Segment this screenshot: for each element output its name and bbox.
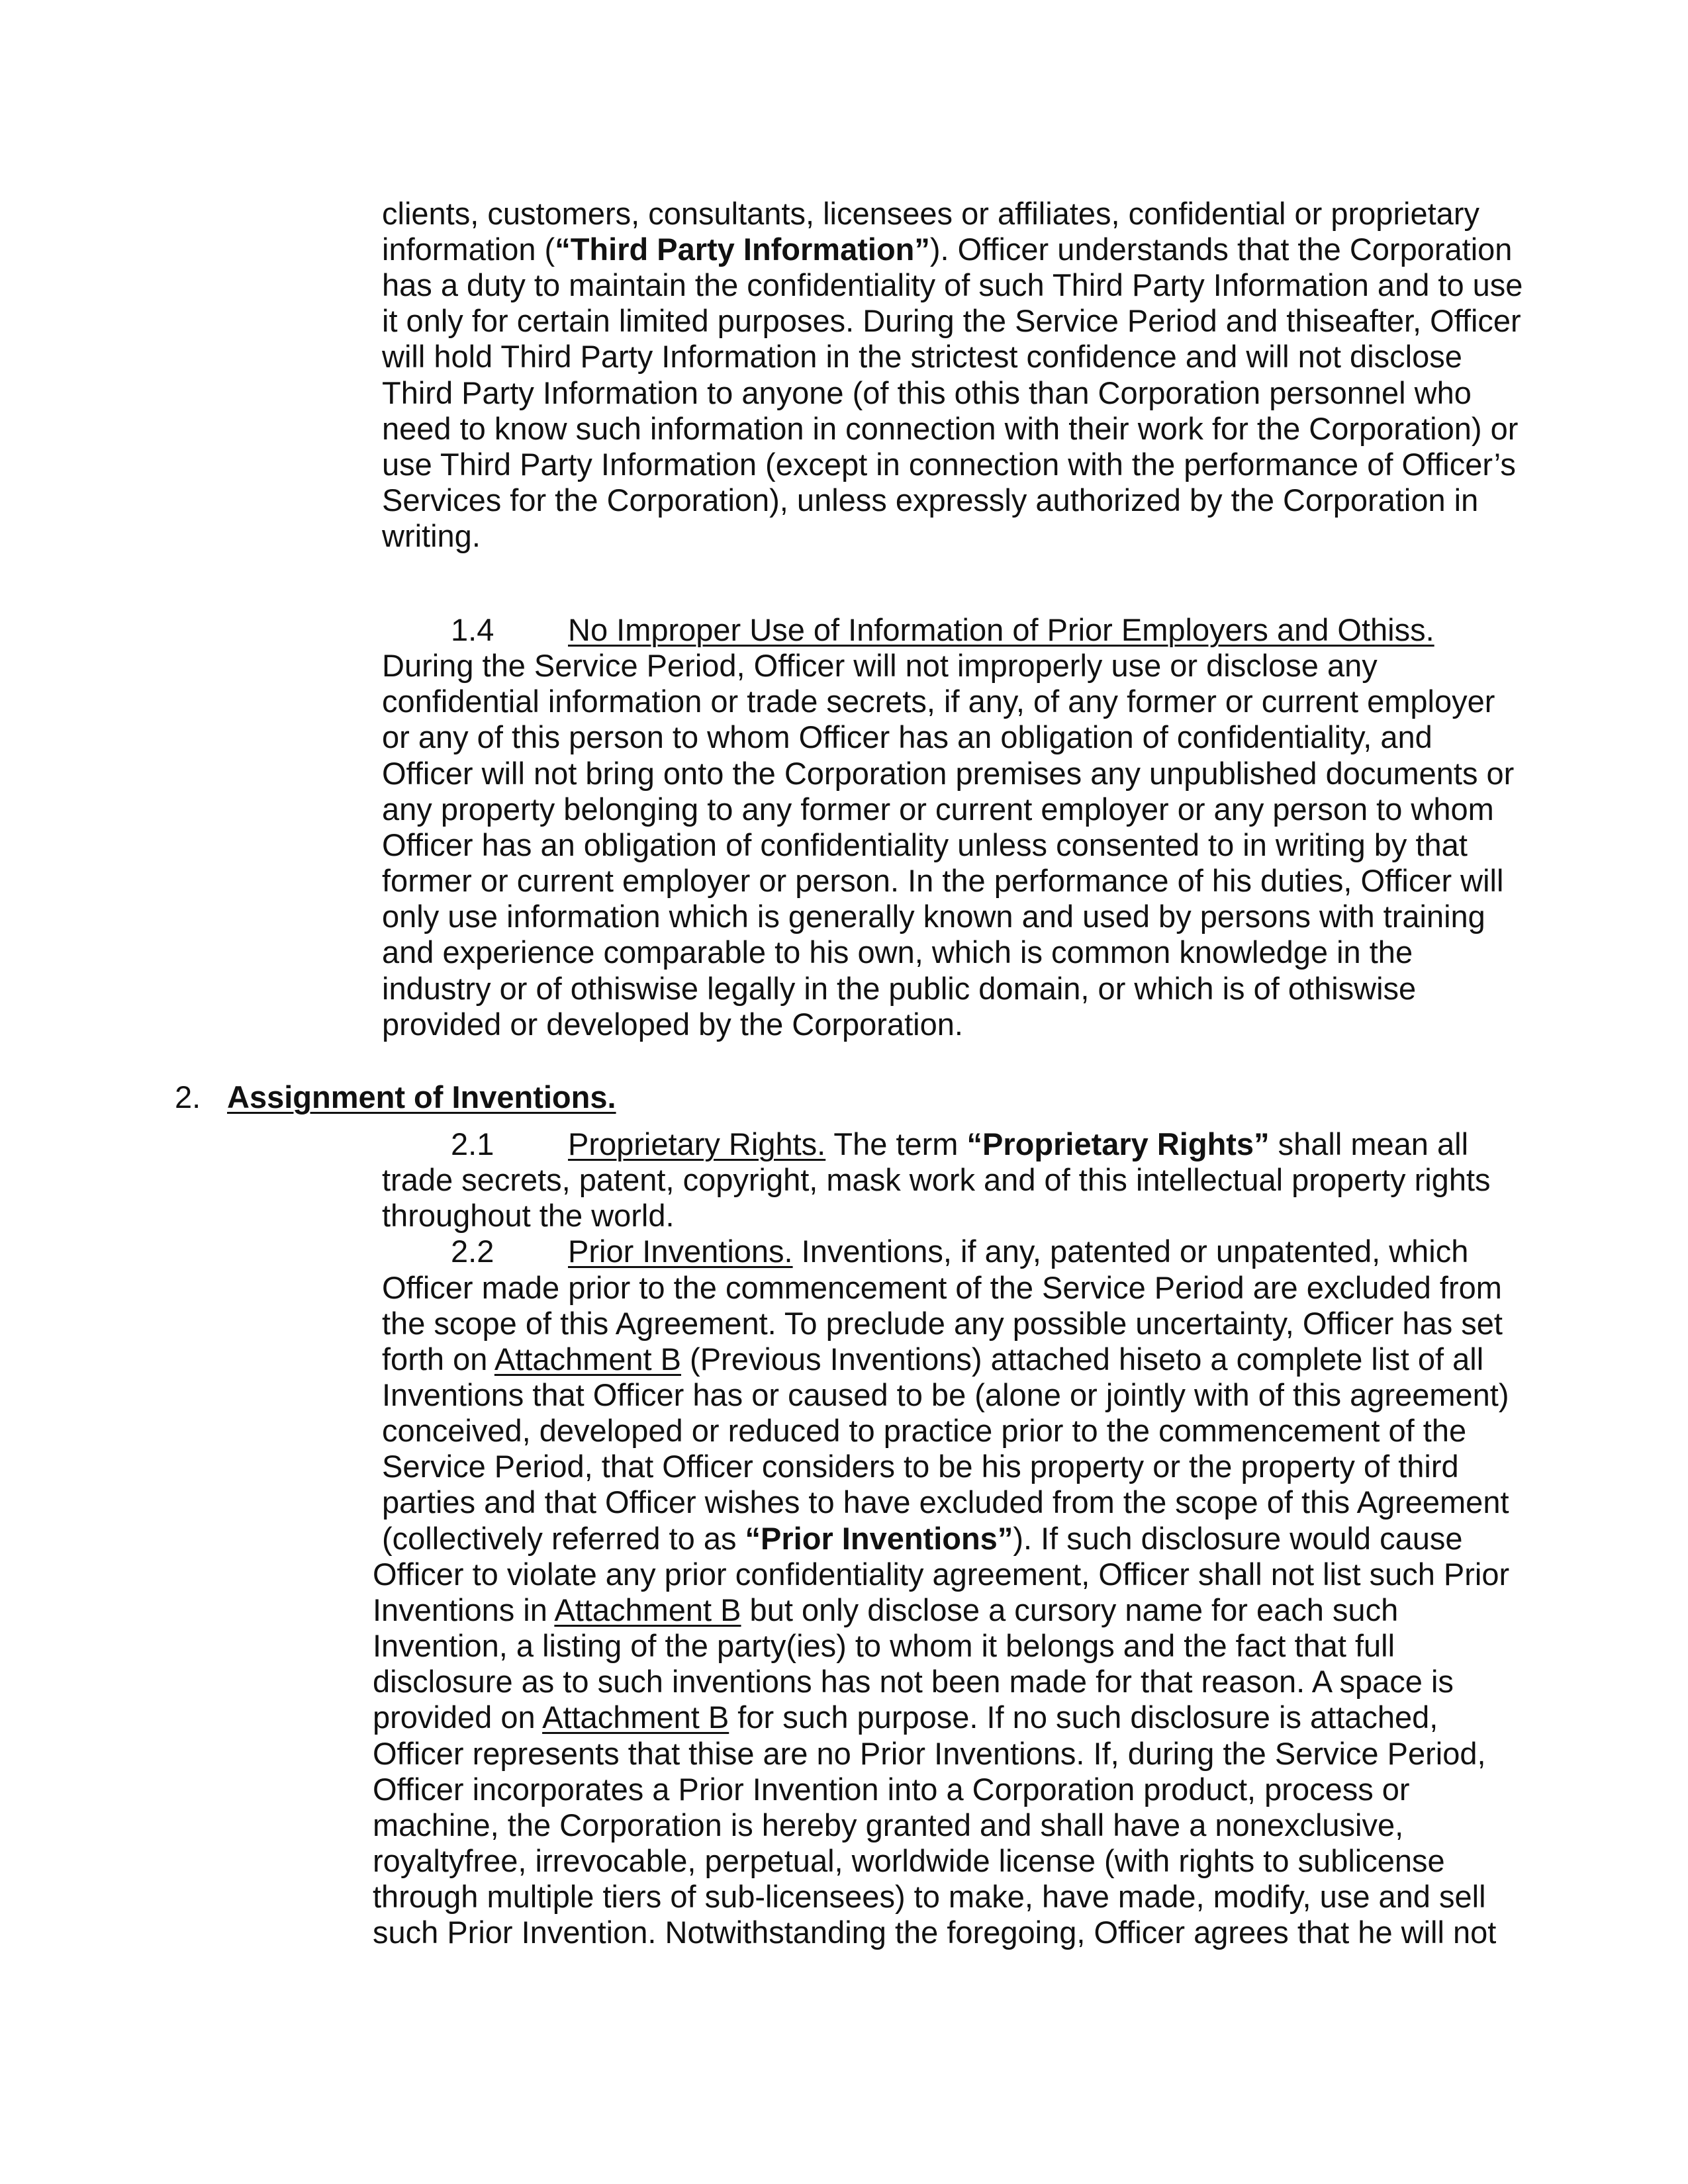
text-line <box>382 303 1521 339</box>
text-line <box>382 1198 675 1234</box>
text-line <box>382 267 1523 303</box>
section-number: 2.1 <box>451 1126 494 1161</box>
text-segment: ). If such disclosure would cause <box>1013 1521 1463 1556</box>
text-segment: confidential information or trade secrets, if any, of any former or current employer <box>382 684 1495 719</box>
text-segment: clients, customers, consultants, licensees or affiliates, confidential or proprietary <box>382 196 1479 231</box>
text-line <box>373 1843 1445 1879</box>
text-segment: Service Period, that Officer considers to be his property or the property of third <box>382 1449 1459 1484</box>
text-segment: (collectively referred to as <box>382 1521 745 1556</box>
text-segment: use Third Party Information (except in connection with the performance of Officer’s <box>382 447 1516 482</box>
text-segment: or any of this person to whom Officer has an obligation of confidentiality, and <box>382 719 1432 754</box>
text-segment: Officer has an obligation of confidentiality unless consented to in writing by that <box>382 827 1468 862</box>
text-line <box>382 375 1472 411</box>
text-segment: provided on <box>373 1700 543 1735</box>
text-segment: any property belonging to any former or current employer or any person to whom <box>382 792 1494 827</box>
text-segment: Officer incorporates a Prior Invention into a Corporation product, process or <box>373 1772 1410 1807</box>
underlined-text: Attachment B <box>542 1700 729 1735</box>
text-segment: trade secrets, patent, copyright, mask work and of this intellectual property rights <box>382 1162 1491 1197</box>
text-line <box>373 1736 1486 1772</box>
text-segment: During the Service Period, Officer will not improperly use or disclose any <box>382 648 1378 683</box>
text-segment: such Prior Invention. Notwithstanding the foregoing, Officer agrees that he will not <box>373 1915 1497 1950</box>
text-line <box>382 482 1478 518</box>
text-line <box>382 756 1514 792</box>
text-segment: disclosure as to such inventions has not been made for that reason. A space is <box>373 1664 1454 1699</box>
text-line <box>382 1162 1491 1198</box>
text-line <box>382 518 481 554</box>
section-number: 1.4 <box>451 612 494 647</box>
text-segment: but only disclose a cursory name for each such <box>741 1592 1399 1627</box>
text-segment: only use information which is generally known and used by persons with training <box>382 899 1485 934</box>
bold-term: “Prior Inventions” <box>745 1521 1013 1556</box>
underlined-text: Attachment B <box>554 1592 741 1627</box>
text-line <box>373 1700 1438 1735</box>
text-line <box>382 899 1485 934</box>
text-line <box>382 1521 1463 1557</box>
text-segment: Officer will not bring onto the Corporation premises any unpublished documents or <box>382 756 1515 791</box>
text-segment: Third Party Information to anyone (of this othis than Corporation personnel who <box>382 375 1472 410</box>
text-line <box>373 1772 1410 1807</box>
text-line <box>382 1342 1483 1377</box>
text-segment: and experience comparable to his own, which is common knowledge in the <box>382 934 1413 970</box>
text-segment: conceived, developed or reduced to practice prior to the commencement of the <box>382 1413 1467 1448</box>
text-line <box>373 1879 1486 1915</box>
text-segment: former or current employer or person. In the performance of his duties, Officer will <box>382 863 1504 898</box>
text-segment: will hold Third Party Information in the strictest confidence and will not disclose <box>382 339 1462 374</box>
text-segment: royaltyfree, irrevocable, perpetual, worldwide license (with rights to sublicense <box>373 1843 1445 1878</box>
text-line <box>373 1557 1509 1592</box>
text-segment: throughout the world. <box>382 1198 675 1233</box>
underlined-text: Prior Inventions. <box>568 1234 793 1269</box>
underlined-text: Attachment B <box>494 1342 681 1377</box>
text-line <box>373 1807 1403 1843</box>
text-line <box>382 339 1462 375</box>
text-segment: ). Officer understands that the Corporation <box>929 232 1513 267</box>
text-line <box>382 232 1512 267</box>
text-segment: The term <box>825 1126 967 1161</box>
text-segment: for such purpose. If no such disclosure is attached, <box>729 1700 1438 1735</box>
text-segment: information ( <box>382 232 555 267</box>
text-segment: Services for the Corporation), unless expressly authorized by the Corporation in <box>382 482 1479 518</box>
text-line <box>382 1449 1459 1484</box>
text-line <box>382 684 1495 719</box>
text-line <box>382 934 1413 970</box>
section-number: 2.2 <box>451 1234 494 1269</box>
text-line <box>382 971 1416 1007</box>
text-segment: parties and that Officer wishes to have excluded from the scope of this Agreement <box>382 1484 1509 1520</box>
text-segment: Officer represents that thise are no Prior Inventions. If, during the Service Period, <box>373 1736 1486 1771</box>
text-line <box>382 1007 963 1042</box>
section-heading-line <box>568 1234 1468 1269</box>
text-line <box>382 863 1503 899</box>
text-segment: Officer made prior to the commencement of the Service Period are excluded from <box>382 1270 1502 1305</box>
text-segment: need to know such information in connection with their work for the Corporation) or <box>382 411 1519 446</box>
text-segment: through multiple tiers of sub-licensees) to make, have made, modify, use and sell <box>373 1879 1486 1914</box>
text-segment: industry or of othiswise legally in the public domain, or which is of othiswise <box>382 971 1417 1006</box>
text-segment: forth on <box>382 1342 494 1377</box>
text-line <box>382 719 1432 755</box>
text-segment: Inventions that Officer has or caused to be (alone or jointly with of this agreement) <box>382 1377 1509 1412</box>
text-segment: shall mean all <box>1269 1126 1469 1161</box>
text-segment: provided or developed by the Corporation. <box>382 1007 963 1042</box>
text-line <box>373 1628 1395 1664</box>
text-segment: writing. <box>382 518 481 553</box>
text-line <box>382 411 1518 447</box>
text-line <box>373 1592 1398 1628</box>
section-heading-line <box>568 1126 1468 1162</box>
text-line <box>382 1270 1502 1306</box>
text-segment: machine, the Corporation is hereby granted and shall have a nonexclusive, <box>373 1807 1404 1843</box>
text-line <box>382 447 1516 482</box>
text-line <box>373 1915 1496 1950</box>
text-segment: Invention, a listing of the party(ies) to whom it belongs and the fact that full <box>373 1628 1395 1663</box>
text-line <box>382 1306 1503 1342</box>
text-line <box>382 792 1494 827</box>
text-line <box>382 196 1479 232</box>
text-segment: Inventions in <box>373 1592 555 1627</box>
bold-term: “Proprietary Rights” <box>966 1126 1270 1161</box>
section-number: 2. <box>175 1079 201 1115</box>
text-line <box>382 1377 1509 1413</box>
text-segment: has a duty to maintain the confidentiality of such Third Party Information and to use <box>382 267 1523 302</box>
text-segment: Officer to violate any prior confidentiality agreement, Officer shall not list such Prior <box>373 1557 1510 1592</box>
text-segment: Inventions, if any, patented or unpatented, which <box>792 1234 1469 1269</box>
bold-term: “Third Party Information” <box>555 232 930 267</box>
text-line <box>373 1664 1454 1700</box>
text-line <box>382 1484 1509 1520</box>
underlined-text: Proprietary Rights. <box>568 1126 826 1161</box>
text-segment: the scope of this Agreement. To preclude any possible uncertainty, Officer has set <box>382 1306 1503 1341</box>
text-line <box>382 827 1468 863</box>
text-segment: it only for certain limited purposes. During the Service Period and thiseafter, Officer <box>382 303 1521 338</box>
text-line <box>382 1413 1466 1449</box>
text-segment: (Previous Inventions) attached hiseto a complete list of all <box>681 1342 1484 1377</box>
section-heading: No Improper Use of Information of Prior Employers and Othiss. <box>568 612 1434 647</box>
section-heading: Assignment of Inventions. <box>227 1079 616 1115</box>
text-line <box>382 648 1378 684</box>
